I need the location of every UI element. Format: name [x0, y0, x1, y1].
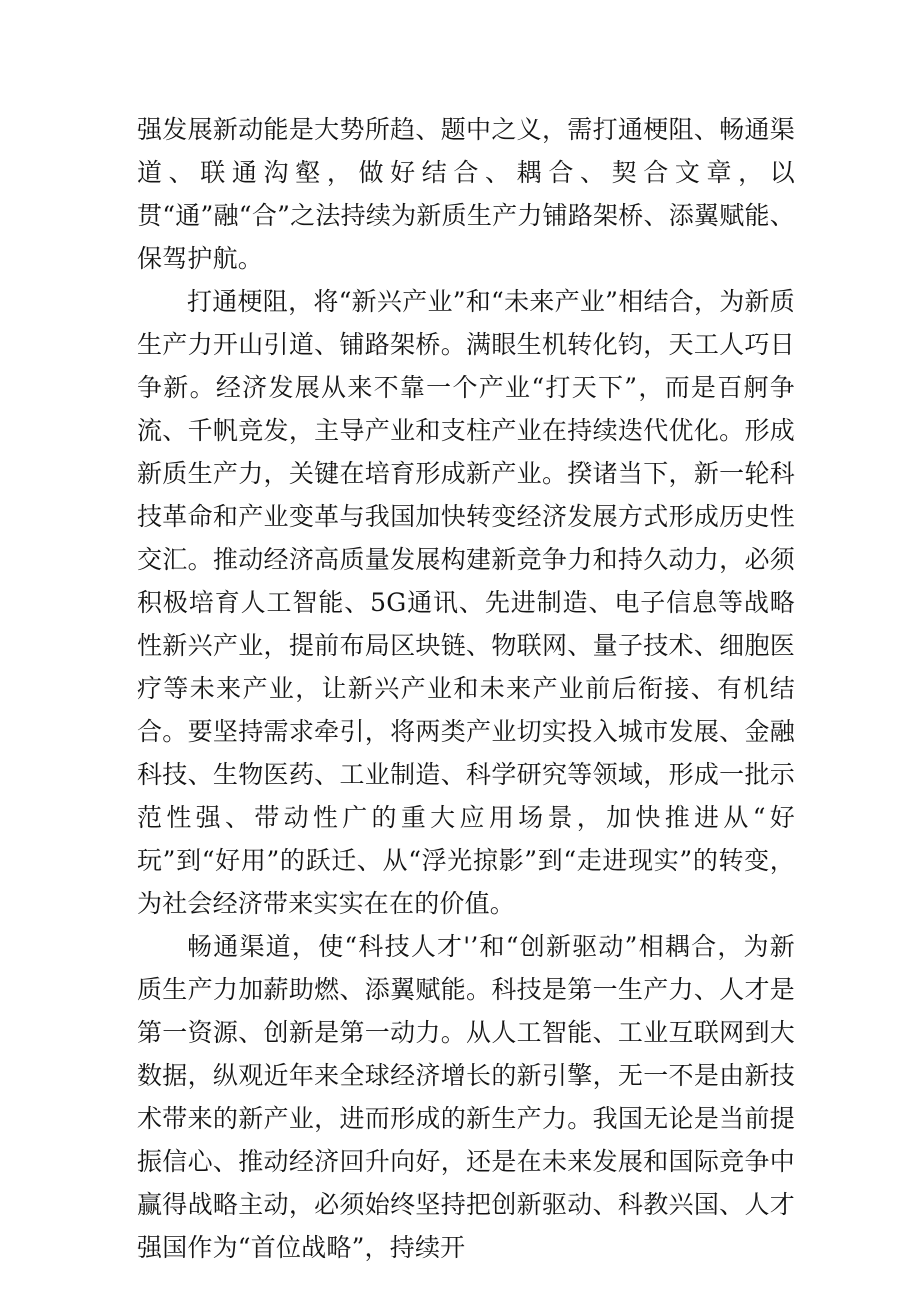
paragraph-3: 畅通渠道，使“科技人才'’和“创新驱动”相耦合，为新质生产力加薪助燃、添翼赋能。科技是第一生产力、人才是第一资源、创新是第一动力。从人工智能、工业互联网到大数据，纵观近年来全球经济增长的新引擎，无一不是由新技术带来的新产业，进而形成的新生产力。我国无论是当前提振信心、推动经济回升向好，还是在未来发展和国际竞争中赢得战略主动，必须始终坚持把创新驱动、科教兴国、人才强国作为“首位战略”，持续开: [137, 932, 795, 1262]
paragraph-2: 打通梗阻，将“新兴产业”和“未来产业”相结合，为新质生产力开山引道、铺路架桥。满眼生机转化钧，天工人巧日争新。经济发展从来不靠一个产业“打天下”，而是百舸争流、千帆竞发，主导产业和支柱产业在持续迭代优化。形成新质生产力，关键在培育形成新产业。揆诸当下，新一轮科技革命和产业变革与我国加快转变经济发展方式形成历史性交汇。推动经济高质量发展构建新竞争力和持久动力，必须积极培育人工智能、5G通讯、先进制造、电子信息等战略性新兴产业，提前布局区块链、物联网、量子技术、细胞医疗等未来产业，让新兴产业和未来产业前后衔接、有机结合。要坚持需求牵引，将两类产业切实投入城市发展、金融科技、生物医药、工业制造、科学研究等领域，形成一批示范性强、带动性广的重大应用场景，加快推进从“好玩”到“好用”的跃迁、从“浮光掠影”到“走进现实”的转变，为社会经济带来实实在在的价值。: [137, 287, 795, 918]
document-body: [137, 108, 795, 1269]
paragraph-1: 强发展新动能是大势所趋、题中之义，需打通梗阻、畅通渠道、联通沟壑，做好结合、耦合、契合文章，以贯“通”融“合”之法持续为新质生产力铺路架桥、添翼赋能、保驾护航。: [137, 115, 795, 273]
